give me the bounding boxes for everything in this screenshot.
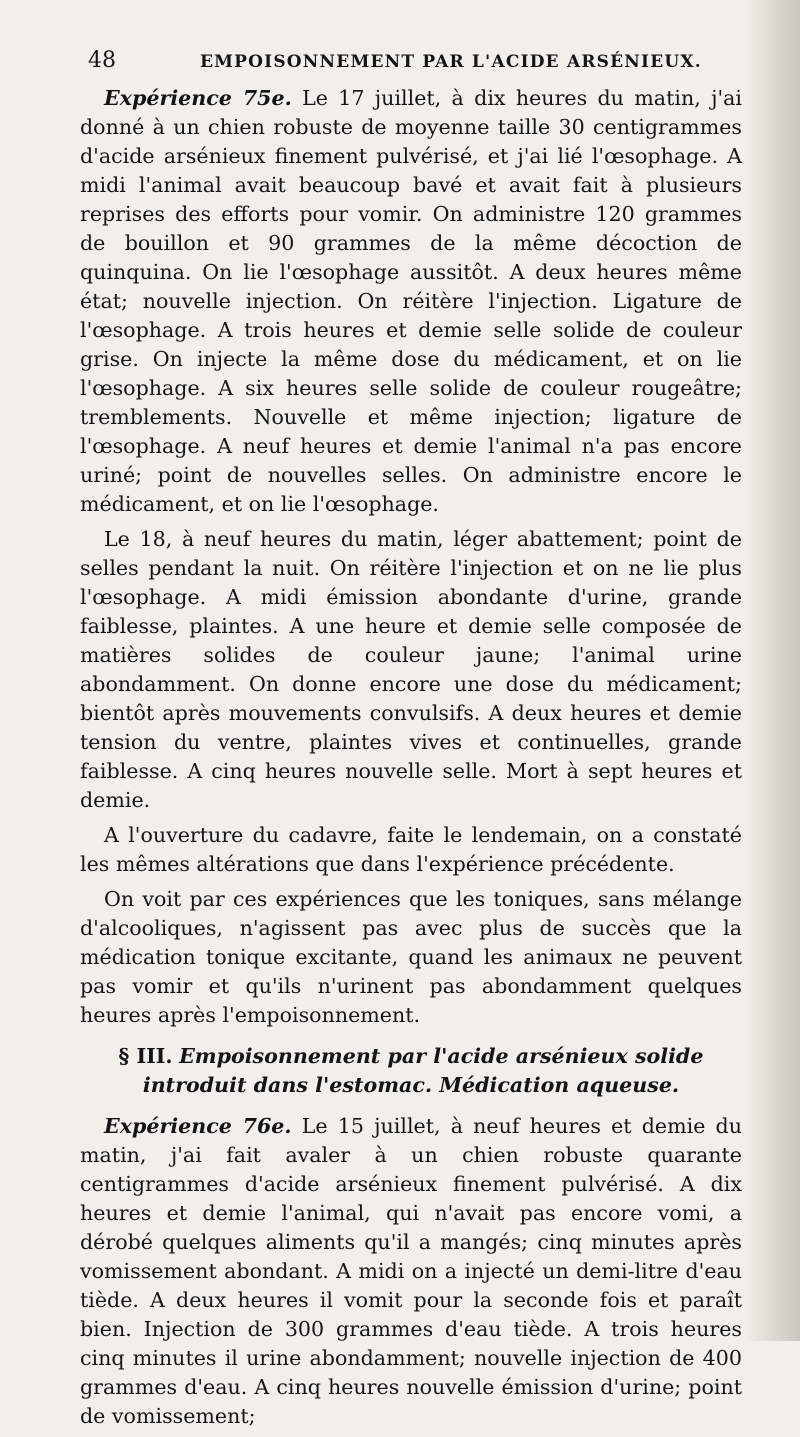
paragraph-experience-75	[80, 84, 742, 519]
paragraph-text: Le 15 juillet, à neuf heures et demie du matin, j'ai fait avaler à un chien robuste quarante centigrammes d'acide arsénieux finement pulvérisé. A dix heures et demie l'animal, qui n'avait pas encore vomi, a dérobé quelques aliments qu'il a mangés; cinq minutes après vomissement abondant. A midi on a injecté un demi-litre d'eau tiède. A deux heures il vomit pour la seconde fois et paraît bien. Injection de 300 grammes d'eau tiède. A trois heures cinq minutes il urine abondamment; nouvelle injection de 400 grammes d'eau. A cinq heures nouvelle émission d'urine; point de vomissement;	[80, 1114, 742, 1428]
paragraph-experience-76	[80, 1112, 742, 1431]
section-number: § III.	[118, 1044, 173, 1068]
paragraph-text: Le 17 juillet, à dix heures du matin, j'ai donné à un chien robuste de moyenne taille 30 centigrammes d'acide arsénieux finement pulvérisé, et j'ai lié l'œsophage. A midi l'animal avait beaucoup bavé et avait fait à plusieurs reprises des efforts pour vomir. On administre 120 grammes de bouillon et 90 grammes de la même décoction de quinquina. On lie l'œsophage aussitôt. A deux heures même état; nouvelle injection. On réitère l'injection. Ligature de l'œsophage. A trois heures et demie selle solide de couleur grise. On injecte la même dose du médicament, et on lie l'œsophage. A six heures selle solide de couleur rougeâtre; tremblements. Nouvelle et même injection; ligature de l'œsophage. A neuf heures et demie l'animal n'a pas encore uriné; point de nouvelles selles. On administre encore le médicament, et on lie l'œsophage.	[80, 86, 742, 516]
section-title: Empoisonnement par l'acide arsénieux solide introduit dans l'estomac. Médication aqueuse.	[142, 1044, 704, 1097]
section-heading	[80, 1042, 742, 1100]
paragraph-text: On voit par ces expériences que les toniques, sans mélange d'alcooliques, n'agissent pas avec plus de succès que la médication tonique excitante, quand les animaux ne peuvent pas vomir et qu'ils n'urinent pas abondamment quelques heures après l'empoisonnement.	[80, 887, 742, 1027]
paragraph-text: A l'ouverture du cadavre, faite le lendemain, on a constaté les mêmes altérations que dans l'expérience précédente.	[80, 823, 742, 876]
experience-label: Expérience 76e.	[104, 1114, 292, 1138]
page-number: 48	[88, 48, 116, 73]
paragraph-autopsy	[80, 821, 742, 879]
paragraph-text: Le 18, à neuf heures du matin, léger abattement; point de selles pendant la nuit. On réitère l'injection et on ne lie plus l'œsophage. A midi émission abondante d'urine, grande faiblesse, plaintes. A une heure et demie selle composée de matières solides de couleur jaune; l'animal urine abondamment. On donne encore une dose du médicament; bientôt après mouvements convulsifs. A deux heures et demie tension du ventre, plaintes vives et continuelles, grande faiblesse. A cinq heures nouvelle selle. Mort à sept heures et demie.	[80, 527, 742, 812]
paragraph-day-18	[80, 525, 742, 815]
experience-label: Expérience 75e.	[104, 86, 292, 110]
running-title: EMPOISONNEMENT PAR L'ACIDE ARSÉNIEUX.	[200, 52, 702, 72]
page-header	[88, 46, 748, 76]
paragraph-conclusion	[80, 885, 742, 1030]
body-text	[80, 84, 742, 1437]
page-edge-shadow	[744, 0, 800, 1341]
